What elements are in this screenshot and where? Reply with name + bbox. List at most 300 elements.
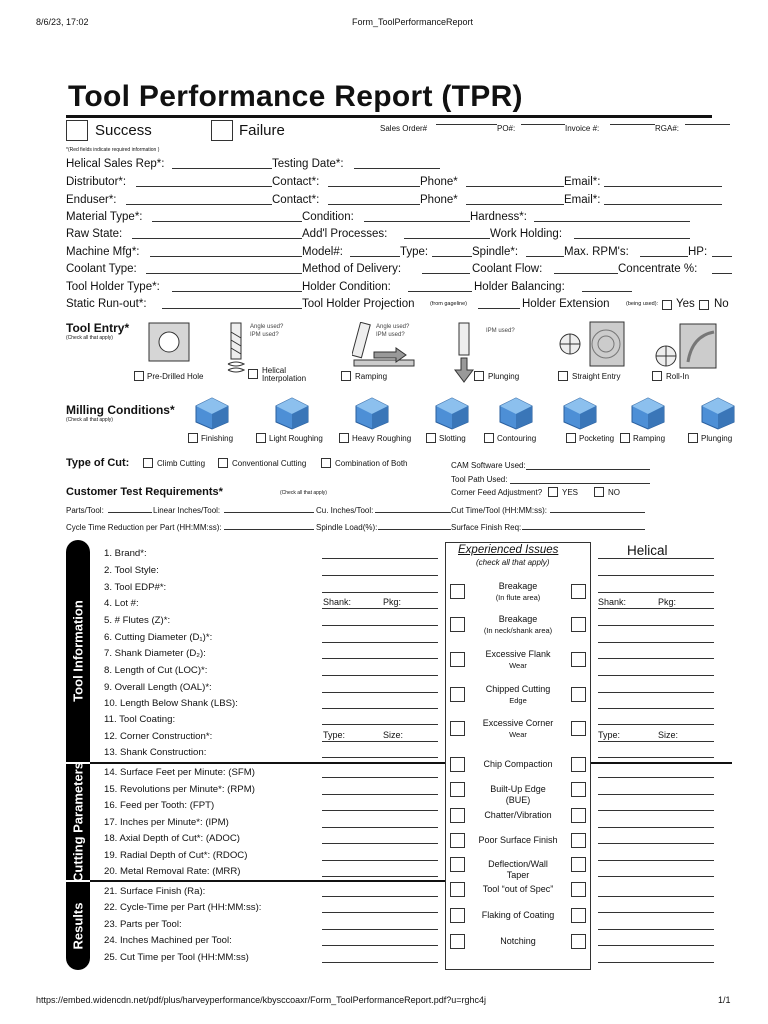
item-field[interactable]: [322, 860, 438, 861]
extension-no-checkbox[interactable]: [699, 300, 709, 310]
issue-label: Notching: [500, 936, 536, 946]
issue-label: Excessive Flank: [485, 649, 551, 659]
helical-field[interactable]: [598, 741, 714, 742]
item-field[interactable]: [322, 692, 438, 693]
item-field[interactable]: [322, 912, 438, 913]
helical-field[interactable]: [598, 860, 714, 861]
testing-date-label: Testing Date*:: [272, 158, 344, 170]
parts-field[interactable]: [108, 512, 152, 513]
addl-processes-label: Add'l Processes:: [302, 228, 388, 240]
projection-label: Tool Holder Projection: [302, 298, 415, 310]
runout-field[interactable]: [162, 308, 302, 309]
issue-label: Poor Surface Finish: [478, 835, 558, 845]
extension-label: Holder Extension: [522, 298, 610, 310]
conventional-label: Conventional Cutting: [232, 459, 307, 468]
item-field[interactable]: [322, 625, 438, 626]
issue-sublabel: Wear: [509, 661, 527, 670]
helical-field[interactable]: [598, 777, 714, 778]
item-field[interactable]: [322, 642, 438, 643]
item-label: 19. Radial Depth of Cut*: (RDOC): [104, 850, 248, 861]
helical-field[interactable]: [598, 642, 714, 643]
issue-checkbox-ours[interactable]: [450, 617, 465, 632]
ramping-icon: [628, 396, 666, 430]
raw-state-field[interactable]: [132, 238, 302, 239]
distributor-label: Distributor*:: [66, 176, 127, 188]
email2-field[interactable]: [604, 204, 722, 205]
helical-field[interactable]: [598, 929, 714, 930]
heavy-roughing-icon: [352, 396, 390, 430]
helical-sub-label: Type:: [598, 730, 621, 740]
delivery-label: Method of Delivery:: [302, 263, 402, 275]
item-label: 20. Metal Removal Rate: (MRR): [104, 866, 241, 877]
issue-checkbox-helical[interactable]: [571, 721, 586, 736]
success-label: Success: [95, 122, 152, 139]
testing-date-field[interactable]: [354, 168, 440, 169]
phone1-field[interactable]: [466, 186, 564, 187]
issue-checkbox-ours[interactable]: [450, 687, 465, 702]
po-field[interactable]: [521, 124, 565, 125]
helical-rep-label: Helical Sales Rep*:: [66, 158, 165, 170]
item-label: 11. Tool Coating:: [104, 714, 176, 725]
ipm-used-2: IPM used?: [376, 332, 405, 338]
experienced-issues-box: [445, 542, 591, 970]
corner-feed-label: Corner Feed Adjustment?: [451, 488, 543, 497]
hp-field[interactable]: [712, 256, 732, 257]
print-page: 1/1: [718, 995, 731, 1005]
issue-label: Breakage: [498, 614, 538, 624]
plunging-entry-checkbox[interactable]: [474, 371, 484, 381]
helical-field[interactable]: [598, 945, 714, 946]
helical-field[interactable]: [598, 810, 714, 811]
roll-in-checkbox[interactable]: [652, 371, 662, 381]
linear-label: Linear Inches/Tool:: [153, 506, 221, 515]
success-checkbox[interactable]: [66, 120, 88, 141]
item-field[interactable]: [322, 724, 438, 725]
section-divider-1b: [590, 762, 732, 764]
cut-time-label: Cut Time/Tool (HH:MM:ss):: [451, 506, 548, 515]
invoice-field[interactable]: [610, 124, 655, 125]
extension-no-label: No: [714, 298, 729, 310]
print-url: https://embed.widencdn.net/pdf/plus/harveyperformance/kbysccoaxr/Form_ToolPerformanceReport.pdf?u=rghc4j: [36, 995, 486, 1005]
tool-path-label: Tool Path Used:: [451, 475, 508, 484]
max-rpm-label: Max. RPM's:: [564, 246, 629, 258]
spindle-load-label: Spindle Load(%):: [316, 523, 378, 532]
corner-no-label: NO: [608, 488, 620, 497]
projection-note: (from gageline): [430, 301, 467, 307]
work-holding-field[interactable]: [574, 238, 690, 239]
finish-req-label: Surface Finish Req:: [451, 523, 522, 532]
extension-yes-label: Yes: [676, 298, 695, 310]
item-label: 21. Surface Finish (Ra):: [104, 886, 206, 897]
milling-sub: (Check all that apply): [66, 417, 113, 423]
issue-checkbox-ours[interactable]: [450, 857, 465, 872]
issue-checkbox-helical[interactable]: [571, 652, 586, 667]
issue-label: Excessive Corner: [482, 718, 554, 728]
issue-checkbox-ours[interactable]: [450, 721, 465, 736]
item-label: 3. Tool EDP#*:: [104, 582, 167, 593]
helical-field[interactable]: [598, 575, 714, 576]
hp-label: HP:: [688, 246, 708, 258]
issue-checkbox-helical[interactable]: [571, 833, 586, 848]
issue-checkbox-helical[interactable]: [571, 808, 586, 823]
hardness-label: Hardness*:: [470, 211, 527, 223]
issue-checkbox-ours[interactable]: [450, 808, 465, 823]
pre-drilled-hole-icon: [148, 322, 190, 362]
holder-balancing-label: Holder Balancing:: [474, 281, 565, 293]
issue-checkbox-ours[interactable]: [450, 584, 465, 599]
milling-title: Milling Conditions*: [66, 403, 175, 417]
failure-label: Failure: [239, 122, 285, 139]
print-doc-title: Form_ToolPerformanceReport: [352, 17, 474, 27]
flow-label: Coolant Flow:: [472, 263, 543, 275]
helical-sub-label: Pkg:: [658, 597, 677, 607]
corner-yes-label: YES: [562, 488, 579, 497]
cu-field[interactable]: [375, 512, 451, 513]
helical-field[interactable]: [598, 794, 714, 795]
issues-title: Experienced Issues: [458, 544, 559, 556]
ramping-entry-checkbox[interactable]: [341, 371, 351, 381]
issue-checkbox-ours[interactable]: [450, 757, 465, 772]
section-divider-2: [90, 880, 446, 882]
helical-rep-field[interactable]: [172, 168, 272, 169]
material-field[interactable]: [152, 221, 302, 222]
helical-field[interactable]: [598, 843, 714, 844]
issue-checkbox-ours[interactable]: [450, 882, 465, 897]
condition-label: Condition:: [302, 211, 354, 223]
material-label: Material Type*:: [66, 211, 143, 223]
pocketing-icon: [560, 396, 598, 430]
title-rule: [66, 115, 712, 118]
pocketing-checkbox[interactable]: [566, 433, 576, 443]
issue-checkbox-helical[interactable]: [571, 617, 586, 632]
raw-state-label: Raw State:: [66, 228, 123, 240]
type-field[interactable]: [432, 256, 472, 257]
parts-label: Parts/Tool:: [66, 506, 104, 515]
straight-entry-checkbox[interactable]: [558, 371, 568, 381]
tool-information-heading: Tool Information: [70, 600, 86, 702]
contact2-field[interactable]: [328, 204, 420, 205]
item-label: 1. Brand*:: [104, 548, 147, 559]
corner-yes-checkbox[interactable]: [548, 487, 558, 497]
issue-label: Breakage: [498, 581, 538, 591]
item-field[interactable]: [322, 827, 438, 828]
ipm-used-1: IPM used?: [250, 332, 279, 338]
model-field[interactable]: [350, 256, 400, 257]
item-label: 22. Cycle-Time per Part (HH:MM:ss):: [104, 902, 262, 913]
helical-field[interactable]: [598, 692, 714, 693]
helical-field[interactable]: [598, 675, 714, 676]
plunging-label: Plunging: [701, 434, 733, 443]
tool-path-field[interactable]: [510, 483, 650, 484]
helical-sub-label: Size:: [658, 730, 679, 740]
item-field[interactable]: [322, 675, 438, 676]
item-field[interactable]: [322, 575, 438, 576]
helical-interpolation-icon: [226, 322, 246, 380]
slotting-label: Slotting: [439, 434, 466, 443]
rga-field[interactable]: [685, 124, 730, 125]
combination-checkbox[interactable]: [321, 458, 331, 468]
item-label: 12. Corner Construction*:: [104, 731, 213, 742]
item-label: 14. Surface Feet per Minute: (SFM): [104, 767, 255, 778]
results-heading: Results: [70, 902, 86, 950]
coolant-label: Coolant Type:: [66, 263, 137, 275]
helical-field[interactable]: [598, 962, 714, 963]
spindle-load-field[interactable]: [378, 529, 451, 530]
issue-checkbox-helical[interactable]: [571, 934, 586, 949]
issue-label: Tool “out of Spec”: [482, 884, 554, 894]
issue-checkbox-helical[interactable]: [571, 584, 586, 599]
contact1-field[interactable]: [328, 186, 420, 187]
po-label: PO#:: [497, 124, 516, 133]
climb-label: Climb Cutting: [157, 459, 206, 468]
helical-column-title: Helical: [627, 543, 668, 558]
item-field[interactable]: [322, 777, 438, 778]
conventional-checkbox[interactable]: [218, 458, 228, 468]
straight-entry-label: Straight Entry: [572, 372, 621, 381]
item-field[interactable]: [322, 658, 438, 659]
contouring-label: Contouring: [497, 434, 537, 443]
plunging-icon: [698, 396, 736, 430]
ramping-entry-label: Ramping: [355, 372, 388, 381]
extension-yes-checkbox[interactable]: [662, 300, 672, 310]
rga-label: RGA#:: [655, 124, 680, 133]
contouring-checkbox[interactable]: [484, 433, 494, 443]
item-field[interactable]: [322, 962, 438, 963]
extension-note: (being used):: [626, 301, 659, 307]
sales-order-label: Sales Order#: [380, 124, 428, 133]
enduser-field[interactable]: [126, 204, 272, 205]
holder-type-field[interactable]: [172, 291, 302, 292]
interpolation-label: Interpolation: [262, 374, 307, 383]
sales-order-field[interactable]: [436, 124, 497, 125]
cycle-field[interactable]: [224, 529, 314, 530]
pocketing-label: Pocketing: [579, 434, 615, 443]
helical-field[interactable]: [598, 827, 714, 828]
issue-checkbox-helical[interactable]: [571, 882, 586, 897]
item-label: 15. Revolutions per Minute*: (RPM): [104, 784, 255, 795]
section-divider-1: [90, 762, 446, 764]
concentrate-label: Concentrate %:: [618, 263, 698, 275]
work-holding-label: Work Holding:: [490, 228, 563, 240]
helical-field[interactable]: [598, 912, 714, 913]
light-roughing-label: Light Roughing: [269, 434, 323, 443]
item-label: 9. Overall Length (OAL)*:: [104, 682, 212, 693]
roll-in-icon: [652, 322, 718, 372]
condition-field[interactable]: [364, 221, 470, 222]
tool-sub-label: Size:: [383, 730, 404, 740]
issue-checkbox-ours[interactable]: [450, 934, 465, 949]
item-field[interactable]: [322, 708, 438, 709]
helical-field[interactable]: [598, 558, 714, 559]
item-field[interactable]: [322, 843, 438, 844]
tool-entry-title: Tool Entry*: [66, 321, 130, 335]
plunging-checkbox[interactable]: [688, 433, 698, 443]
item-label: 17. Inches per Minute*: (IPM): [104, 817, 229, 828]
email1-field[interactable]: [604, 186, 722, 187]
type-label: Type:: [400, 246, 429, 258]
machine-label: Machine Mfg*:: [66, 246, 140, 258]
issue-checkbox-ours[interactable]: [450, 833, 465, 848]
angle-used-1: Angle used?: [250, 324, 284, 330]
item-label: 13. Shank Construction:: [104, 747, 207, 758]
tool-sub-label: Shank:: [323, 597, 352, 607]
holder-balancing-field[interactable]: [582, 291, 632, 292]
straight-entry-icon: [556, 320, 626, 370]
coolant-field[interactable]: [146, 273, 302, 274]
max-rpm-field[interactable]: [640, 256, 688, 257]
pre-drilled-checkbox[interactable]: [134, 371, 144, 381]
invoice-label: Invoice #:: [565, 124, 600, 133]
cam-software-label: CAM Software Used:: [451, 461, 526, 470]
issue-checkbox-helical[interactable]: [571, 757, 586, 772]
item-label: 6. Cutting Diameter (D₁)*:: [104, 632, 213, 643]
cu-label: Cu. Inches/Tool:: [316, 506, 374, 515]
issue-label: Chip Compaction: [483, 759, 553, 769]
contact1-label: Contact*:: [272, 176, 320, 188]
light-roughing-icon: [272, 396, 310, 430]
issue-label: Flaking of Coating: [481, 910, 555, 920]
issue-checkbox-helical[interactable]: [571, 908, 586, 923]
item-label: 10. Length Below Shank (LBS):: [104, 698, 238, 709]
holder-condition-label: Holder Condition:: [302, 281, 391, 293]
linear-field[interactable]: [224, 512, 314, 513]
runout-label: Static Run-out*:: [66, 298, 147, 310]
flow-field[interactable]: [554, 273, 618, 274]
helical-field[interactable]: [598, 608, 714, 609]
issue-checkbox-helical[interactable]: [571, 687, 586, 702]
finishing-label: Finishing: [201, 434, 234, 443]
phone2-label: Phone*: [420, 194, 458, 206]
hardness-field[interactable]: [534, 221, 690, 222]
finish-req-field[interactable]: [522, 529, 645, 530]
issue-label: Built-Up Edge (BUE): [490, 784, 546, 805]
helical-field[interactable]: [598, 876, 714, 877]
addl-processes-field[interactable]: [404, 238, 490, 239]
item-field[interactable]: [322, 876, 438, 877]
print-timestamp: 8/6/23, 17:02: [36, 17, 89, 27]
concentrate-field[interactable]: [712, 273, 732, 274]
spindle-field[interactable]: [526, 256, 564, 257]
email1-label: Email*:: [564, 176, 601, 188]
item-label: 16. Feed per Tooth: (FPT): [104, 800, 215, 811]
item-field[interactable]: [322, 810, 438, 811]
ramping-checkbox[interactable]: [620, 433, 630, 443]
item-label: 18. Axial Depth of Cut*: (ADOC): [104, 833, 240, 844]
helical-field[interactable]: [598, 592, 714, 593]
failure-checkbox[interactable]: [211, 120, 233, 141]
issue-label: Deflection/Wall Taper: [488, 859, 548, 880]
contact2-label: Contact*:: [272, 194, 320, 206]
tool-information-sidebar: [66, 540, 90, 762]
holder-condition-field[interactable]: [408, 291, 472, 292]
item-label: 4. Lot #:: [104, 598, 139, 609]
item-field[interactable]: [322, 929, 438, 930]
item-label: 5. # Flutes (Z)*:: [104, 615, 171, 626]
finishing-icon: [192, 396, 230, 430]
model-label: Model#:: [302, 246, 343, 258]
machine-field[interactable]: [150, 256, 302, 257]
item-field[interactable]: [322, 757, 438, 758]
combination-label: Combination of Both: [335, 459, 408, 468]
phone2-field[interactable]: [466, 204, 564, 205]
finishing-checkbox[interactable]: [188, 433, 198, 443]
item-label: 24. Inches Machined per Tool:: [104, 935, 232, 946]
cam-software-field[interactable]: [526, 469, 650, 470]
issue-sublabel: (In flute area): [495, 593, 541, 602]
results-sidebar: [66, 882, 90, 970]
issue-sublabel: Edge: [509, 696, 527, 705]
issue-checkbox-helical[interactable]: [571, 782, 586, 797]
contouring-icon: [496, 396, 534, 430]
helical-interp-checkbox[interactable]: [248, 369, 258, 379]
type-of-cut-title: Type of Cut:: [66, 457, 130, 469]
cut-time-field[interactable]: [550, 512, 645, 513]
item-label: 23. Parts per Tool:: [104, 919, 182, 930]
distributor-field[interactable]: [136, 186, 272, 187]
corner-no-checkbox[interactable]: [594, 487, 604, 497]
helical-label: Helical: [262, 366, 287, 375]
helical-field[interactable]: [598, 724, 714, 725]
tool-sub-label: Type:: [323, 730, 346, 740]
email2-label: Email*:: [564, 194, 601, 206]
issue-label: Chatter/Vibration: [484, 810, 552, 820]
issue-label: Chipped Cutting: [485, 684, 551, 694]
light-roughing-checkbox[interactable]: [256, 433, 266, 443]
item-label: 8. Length of Cut (LOC)*:: [104, 665, 208, 676]
item-field[interactable]: [322, 741, 438, 742]
issue-checkbox-ours[interactable]: [450, 782, 465, 797]
delivery-field[interactable]: [422, 273, 470, 274]
helical-field[interactable]: [598, 757, 714, 758]
item-field[interactable]: [322, 945, 438, 946]
issue-checkbox-ours[interactable]: [450, 652, 465, 667]
cycle-label: Cycle Time Reduction per Part (HH:MM:ss):: [66, 523, 222, 532]
heavy-roughing-label: Heavy Roughing: [352, 434, 412, 443]
helical-field[interactable]: [598, 625, 714, 626]
customer-sub: (Check all that apply): [280, 490, 327, 496]
item-field[interactable]: [322, 608, 438, 609]
angle-used-2: Angle used?: [376, 324, 410, 330]
tool-entry-sub: (Check all that apply): [66, 335, 113, 341]
issue-sublabel: Wear: [509, 730, 527, 739]
item-label: 25. Cut Time per Tool (HH:MM:ss): [104, 952, 249, 963]
cutting-parameters-heading: Cutting Parameters: [70, 762, 86, 882]
issues-sub: (check all that apply): [476, 558, 550, 567]
helical-field[interactable]: [598, 896, 714, 897]
item-field[interactable]: [322, 592, 438, 593]
page-title: Tool Performance Report (TPR): [68, 80, 523, 113]
issue-checkbox-helical[interactable]: [571, 857, 586, 872]
required-note: *(Red fields indicate required information ): [66, 147, 160, 153]
projection-field[interactable]: [478, 308, 520, 309]
item-field[interactable]: [322, 896, 438, 897]
ipm-used-3: IPM used?: [486, 328, 515, 334]
climb-checkbox[interactable]: [143, 458, 153, 468]
helical-field[interactable]: [598, 708, 714, 709]
holder-type-label: Tool Holder Type*:: [66, 281, 160, 293]
slotting-checkbox[interactable]: [426, 433, 436, 443]
issue-sublabel: (In neck/shank area): [483, 626, 553, 635]
spindle-label: Spindle*:: [472, 246, 519, 258]
helical-field[interactable]: [598, 658, 714, 659]
item-field[interactable]: [322, 794, 438, 795]
issue-checkbox-ours[interactable]: [450, 908, 465, 923]
tool-sub-label: Pkg:: [383, 597, 402, 607]
plunging-entry-label: Plunging: [488, 372, 520, 381]
enduser-label: Enduser*:: [66, 194, 117, 206]
item-field[interactable]: [322, 558, 438, 559]
heavy-roughing-checkbox[interactable]: [339, 433, 349, 443]
